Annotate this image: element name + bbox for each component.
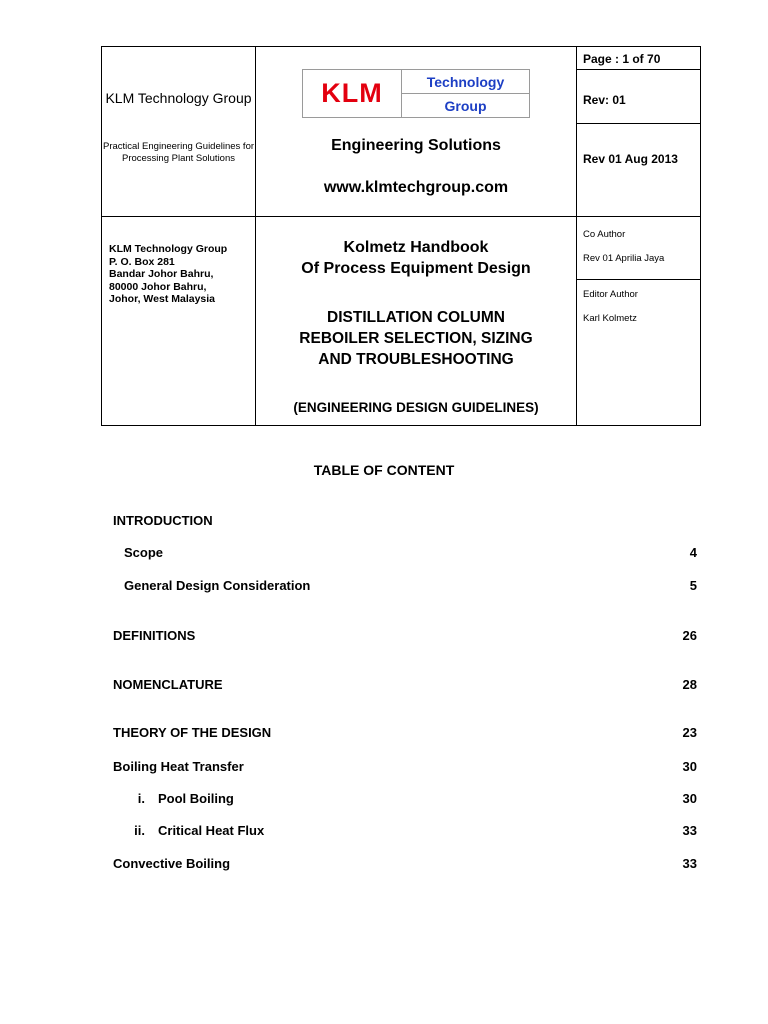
- address-line: P. O. Box 281: [109, 255, 175, 268]
- header-table: [101, 46, 701, 426]
- handbook-line: Of Process Equipment Design: [301, 260, 531, 277]
- address-line: KLM Technology Group: [109, 243, 228, 255]
- toc-entry-page: 33: [682, 856, 697, 871]
- toc-entry-label: THEORY OF THE DESIGN: [113, 725, 272, 740]
- toc-entry-page: 28: [682, 677, 697, 692]
- klm-logo: [302, 69, 530, 118]
- toc-entry-text: Pool Boiling: [158, 791, 234, 806]
- header-divider: [576, 123, 700, 124]
- toc-entry-page: 33: [682, 823, 697, 838]
- toc-entry-text: Critical Heat Flux: [158, 823, 265, 838]
- website: www.klmtechgroup.com: [323, 179, 509, 196]
- toc-entry: [0, 791, 768, 807]
- header-divider: [576, 47, 577, 425]
- revision-date: Rev 01 Aug 2013: [583, 152, 678, 166]
- guidelines-label: (ENGINEERING DESIGN GUIDELINES): [293, 400, 539, 415]
- toc-entry: [0, 513, 768, 529]
- toc-entry-page: 26: [682, 628, 697, 643]
- title-line: DISTILLATION COLUMN: [327, 309, 505, 326]
- toc-entry: [0, 545, 768, 561]
- title-line: AND TROUBLESHOOTING: [318, 351, 514, 368]
- co-author: Rev 01 Aprilia Jaya: [583, 253, 665, 264]
- address-line: Bandar Johor Bahru,: [109, 268, 214, 280]
- toc-entry: [0, 578, 768, 594]
- toc-entry-page: 30: [682, 759, 697, 774]
- toc-entry-marker: ii.: [134, 823, 145, 838]
- page-number: Page : 1 of 70: [583, 52, 661, 66]
- toc-entry-label: NOMENCLATURE: [113, 677, 223, 692]
- revision: Rev: 01: [583, 93, 626, 107]
- toc-entry-label: INTRODUCTION: [113, 513, 213, 528]
- company-address: [109, 243, 254, 306]
- logo-technology-text: Technology: [402, 70, 529, 94]
- address-line: Johor, West Malaysia: [109, 293, 216, 305]
- editor-label: Editor Author: [583, 289, 638, 300]
- toc-entry-label: DEFINITIONS: [113, 628, 196, 643]
- handbook-title: [256, 237, 576, 279]
- editor-name: Karl Kolmetz: [583, 313, 637, 324]
- toc-entry: [0, 823, 768, 839]
- address-line: 80000 Johor Bahru,: [109, 280, 207, 293]
- toc-entry: [0, 725, 768, 741]
- handbook-line: Kolmetz Handbook: [343, 239, 489, 256]
- toc-title: TABLE OF CONTENT: [313, 462, 455, 478]
- toc-entry-page: 23: [682, 725, 697, 740]
- header-divider: [576, 69, 700, 70]
- company-tagline: Practical Engineering Guidelines for Processing Plant Solutions: [102, 141, 255, 164]
- toc-entry-label: Scope: [124, 545, 164, 560]
- co-author-label: Co Author: [583, 229, 626, 240]
- logo-klm-text: KLM: [303, 70, 402, 117]
- header-divider: [576, 279, 700, 280]
- toc-entry-marker: i.: [137, 791, 145, 806]
- toc-entry-label: General Design Consideration: [124, 578, 311, 593]
- header-divider: [102, 216, 700, 217]
- engineering-solutions: Engineering Solutions: [331, 137, 501, 154]
- toc-entry: [0, 677, 768, 693]
- toc-entry: [0, 856, 768, 872]
- toc-entry-page: 4: [689, 545, 697, 560]
- toc-entry: [0, 759, 768, 775]
- company-name: KLM Technology Group: [105, 90, 252, 106]
- toc-entry-label: Boiling Heat Transfer: [113, 759, 244, 774]
- document-title: [256, 307, 576, 370]
- toc-entry: [0, 628, 768, 644]
- toc-entry-label: Convective Boiling: [113, 856, 231, 871]
- toc-entry-page: 5: [689, 578, 697, 593]
- title-line: REBOILER SELECTION, SIZING: [299, 330, 533, 347]
- logo-group-text: Group: [444, 97, 487, 114]
- toc-entry-page: 30: [682, 791, 697, 806]
